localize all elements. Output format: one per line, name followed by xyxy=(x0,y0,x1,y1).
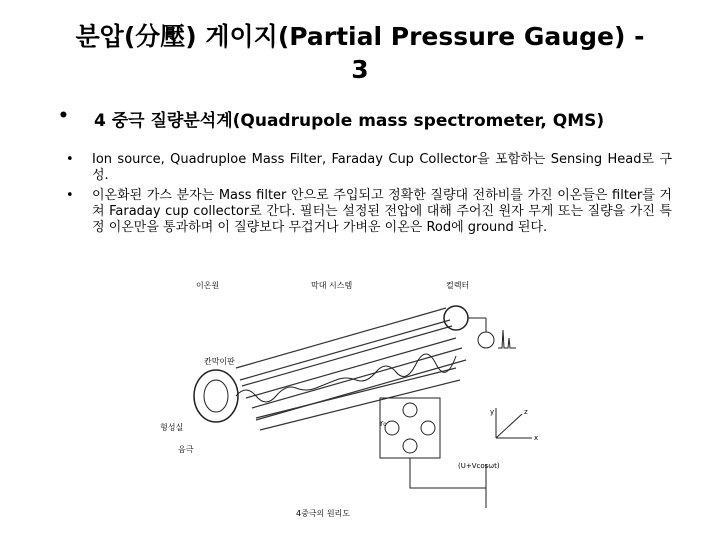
label-rod-system: 막대 시스템 xyxy=(311,281,353,290)
sub-bullet-1: Ion source, Quadruploe Mass Filter, Faraday Cup Collector을 포함하는 Sensing Head로 구성. xyxy=(92,152,672,183)
quadrupole-diagram-svg xyxy=(156,268,552,528)
quadrupole-diagram xyxy=(156,268,552,528)
label-collector: 컬렉터 xyxy=(446,281,470,290)
sub-bullet-dot-icon: • xyxy=(66,152,74,167)
slide-title xyxy=(40,20,680,86)
bullet-dot-icon: • xyxy=(58,106,69,126)
label-shield-plate: 칸막이판 xyxy=(204,357,235,366)
sub-bullet-2: 이온화된 가스 분자는 Mass filter 안으로 주입되고 정확한 질량대 전하비를 가진 이온들은 filter를 거쳐 Faraday cup collector로 간다. 필터는 설정된 전압에 대해 주어진 원자 무게 또는 질량을 가진 특정 이온만을 통과하며 이 질량보다 무겁거나 가벼운 이온은 Rod에 ground 된다. xyxy=(92,188,672,235)
main-bullet-text: 4 중극 질량분석계(Quadrupole mass spectrometer, QMS) xyxy=(94,111,605,131)
label-electrode: 음극 xyxy=(178,445,194,454)
sub-bullet-dot-icon: • xyxy=(66,188,74,203)
axis-z-label: z xyxy=(524,408,528,416)
label-forming-chamber: 형성실 xyxy=(160,423,184,432)
axis-y-label: y xyxy=(490,408,495,416)
label-voltage: (U+Vcosωt) xyxy=(458,462,500,470)
title-line-2: 3 xyxy=(351,55,369,84)
label-r0: r₀ xyxy=(380,419,387,428)
title-line-1: 분압(分壓) 게이지(Partial Pressure Gauge) - xyxy=(75,22,645,51)
label-ion-source: 이온원 xyxy=(196,281,220,290)
figure-caption: 4중극의 원리도 xyxy=(296,509,351,518)
axis-x-label: x xyxy=(534,434,539,442)
